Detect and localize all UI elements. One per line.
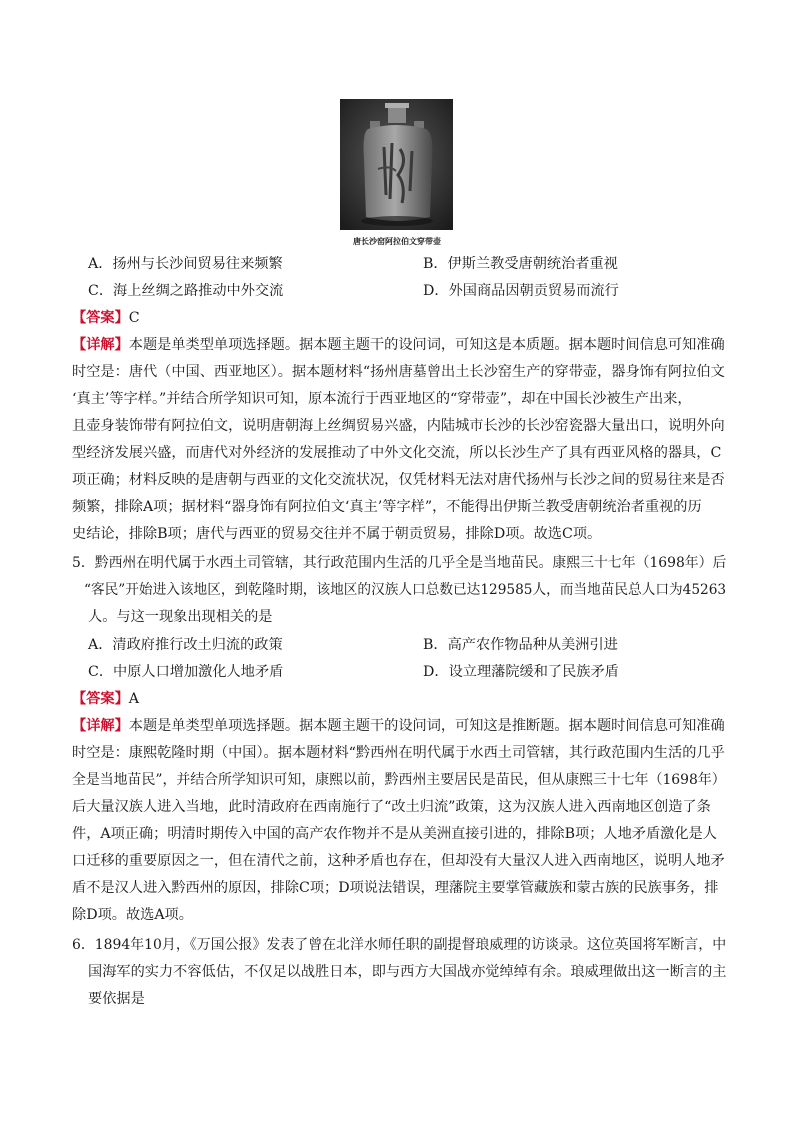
q5-option-a: A．清政府推行改土归流的政策: [88, 637, 283, 653]
flask-image: [340, 99, 453, 230]
figure-caption: 唐长沙窑阿拉伯文穿带壶: [353, 236, 441, 246]
detail-tag: 【详解】: [72, 718, 129, 734]
q5-option-c: C．中原人口增加激化人地矛盾: [88, 664, 284, 680]
q4-option-a: A．扬州与长沙间贸易往来频繁: [88, 256, 283, 272]
q5-detail-line: 件，A项正确；明清时期传入中国的高产农作物并不是从美洲直接引进的，排除B项；人地矛盾激化是人: [72, 826, 717, 842]
q6-stem-line: 要依据是: [88, 991, 145, 1007]
q4-detail-line: ‘真主’等字样。”并结合所学知识可知，原本流行于西亚地区的“穿带壶”，却在中国长沙被生产出来，: [72, 391, 692, 407]
answer-value: C: [128, 310, 140, 326]
answer-tag: 【答案】: [72, 310, 129, 326]
q5-stem-line: 人。与这一现象出现相关的是: [88, 609, 273, 625]
q5-answer: [72, 689, 139, 709]
q4-detail-line: 史结论，排除B项；唐代与西亚的贸易交往并不属于朝贡贸易，排除D项。故选C项。: [72, 526, 602, 542]
detail-tag: 【详解】: [72, 337, 129, 353]
answer-value: A: [128, 691, 140, 707]
q5-option-d: D．设立理藩院缓和了民族矛盾: [423, 664, 619, 680]
detail-text: 本题是单类型单项选择题。据本题主题干的设问词，可知这是推断题。据本题时间信息可知准确: [128, 718, 725, 734]
q4-option-b: B．伊斯兰教受唐朝统治者重视: [423, 256, 618, 272]
detail-text: 本题是单类型单项选择题。据本题主题干的设问词，可知这是本质题。据本题时间信息可知准确: [128, 337, 725, 353]
q5-detail-line: 全是当地苗民”，并结合所学知识可知，康熙以前，黔西州主要居民是苗民，但从康熙三十七年（1698年）: [72, 772, 726, 788]
q5-detail-line: [72, 716, 725, 736]
flask-photo: [340, 99, 453, 230]
q6-stem-line: 6．1894年10月，《万国公报》发表了曾在北洋水师任职的副提督琅威理的访谈录。这位英国将军断言，中: [72, 937, 727, 953]
q4-detail-line: 型经济发展兴盛，而唐代对外经济的发展推动了中外文化交流，所以长沙生产了具有西亚风格的器具，C: [72, 445, 722, 461]
q5-option-b: B．高产农作物品种从美洲引进: [423, 637, 618, 653]
q4-option-d: D．外国商品因朝贡贸易而流行: [423, 283, 619, 299]
q4-detail-line: [72, 335, 725, 355]
q4-detail-line: 项正确；材料反映的是唐朝与西亚的文化交流状况，仅凭材料无法对唐代扬州与长沙之间的贸易往来是否: [72, 472, 725, 488]
q6-stem-line: 国海军的实力不容低估，不仅足以战胜日本，即与西方大国战亦觉绰绰有余。琅威理做出这一断言的主: [88, 964, 727, 980]
q5-stem-line: 5．黔西州在明代属于水西土司管辖，其行政范围内生活的几乎全是当地苗民。康熙三十七年（1698年）后: [72, 555, 727, 571]
q5-detail-line: 盾不是汉人进入黔西州的原因，排除C项；D项说法错误，理藩院主要掌管藏族和蒙古族的民族事务，排: [72, 880, 719, 896]
q5-stem-line: “客民”开始进入该地区，到乾隆时期，该地区的汉族人口总数已达129585人，而当地苗民总人口为45263: [84, 582, 727, 598]
q5-detail-line: 时空是：康熙乾隆时期（中国）。据本题材料“黔西州在明代属于水西土司管辖，其行政范围内生活的几乎: [72, 745, 725, 761]
q5-detail-line: 口迁移的重要原因之一，但在清代之前，这种矛盾也存在，但却没有大量汉人进入西南地区，说明人地矛: [72, 853, 725, 869]
q4-detail-line: 时空是：唐代（中国、西亚地区）。据本题材料“扬州唐墓曾出土长沙窑生产的穿带壶，器身饰有阿拉伯文: [72, 364, 725, 380]
q4-answer: [72, 308, 140, 328]
q4-option-c: C．海上丝绸之路推动中外交流: [88, 283, 284, 299]
q5-detail-line: 后大量汉族人进入当地，此时清政府在西南施行了“改土归流”政策，这为汉族人进入西南地区创造了条: [72, 799, 711, 815]
q4-detail-line: 且壶身装饰带有阿拉伯文，说明唐朝海上丝绸贸易兴盛，内陆城市长沙的长沙窑瓷器大量出口，说明外向: [72, 418, 725, 434]
q5-detail-line: 除D项。故选A项。: [72, 907, 193, 923]
q4-detail-line: 频繁，排除A项；据材料“器身饰有阿拉伯文‘真主’等字样”，不能得出伊斯兰教受唐朝统治者重视的历: [72, 499, 702, 515]
answer-tag: 【答案】: [72, 691, 129, 707]
